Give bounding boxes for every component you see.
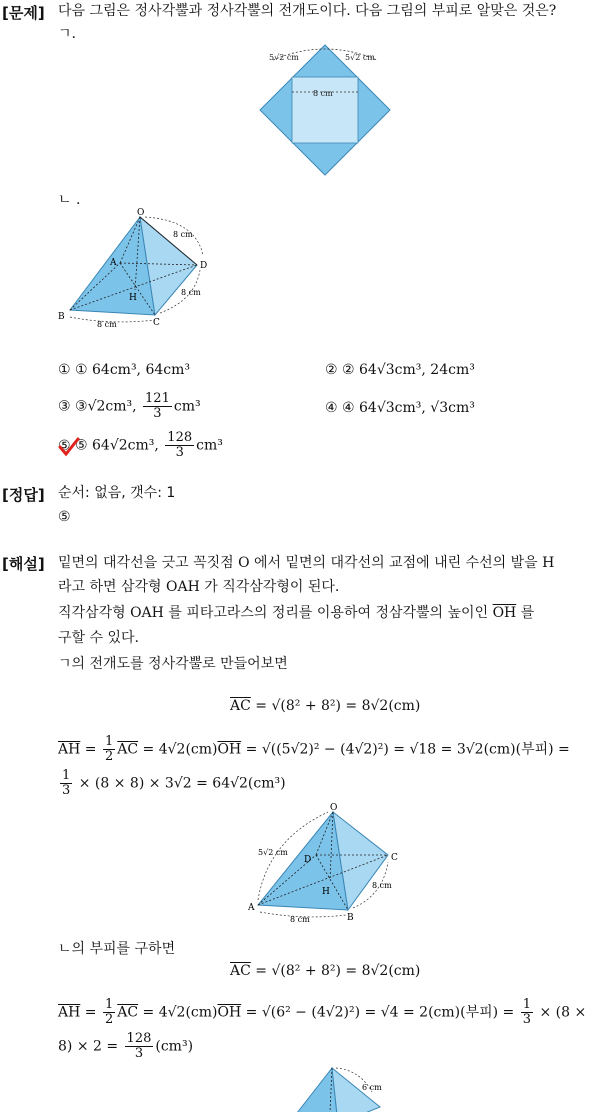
figure-net — [255, 40, 395, 180]
pyr3-label-a: A — [248, 903, 255, 913]
option-4-text: ④ 64√3cm³, √3cm³ — [342, 400, 475, 416]
eq-4: $\overline{AC} = √(8^2 + 8^2) = 8√2(cm)$ — [230, 963, 421, 979]
pyr3-dim-base: 8 cm — [290, 915, 310, 924]
pyr3-label-o: O — [330, 803, 338, 813]
figure-pyramid-2 — [55, 205, 225, 330]
pyr2-dim-side: 8 cm — [181, 288, 201, 297]
option-2-mark: ② — [325, 362, 338, 378]
pyr4-dim-edge: 6 cm — [362, 1083, 382, 1092]
pyr3-label-h: H — [322, 887, 330, 897]
pyr3-label-d: D — [304, 855, 312, 865]
option-1[interactable] — [58, 362, 190, 378]
answer-line-1: 순서: 없음, 갯수: 1 — [58, 485, 176, 501]
net-dim-bottom: 8 cm — [313, 89, 333, 98]
expl-p4: ㄴ의 부피를 구하면 — [58, 941, 176, 957]
option-5-text: ⑤ 64√2cm³, — [75, 437, 159, 454]
eq-3: $\frac{1}{3}$ × (8 × 8) × 3√2 = 64√2(cm³) — [62, 768, 286, 798]
option-3-unit: cm³ — [173, 398, 201, 415]
sub-label-2: ㄴ . — [58, 192, 81, 208]
option-5-frac: $\frac{128}{3}$ — [167, 430, 193, 460]
option-1-mark: ① — [58, 362, 71, 378]
expl-p3: ㄱ의 전개도를 정사각뿔로 만들어보면 — [58, 656, 288, 672]
pyr2-dim-edge: 8 cm — [173, 230, 193, 239]
eq-6: 8) × 2 = $\frac{128}{3}$ (cm³) — [58, 1031, 194, 1061]
pyr2-label-a: A — [110, 258, 117, 268]
expl-p1b: 라고 하면 삼각형 OAH 가 직각삼각형이 된다. — [58, 579, 340, 595]
check-icon — [58, 437, 80, 457]
question-label: [문제] — [2, 4, 45, 22]
expl-p1a: 밑면의 대각선을 긋고 꼭짓점 O 에서 밑면의 대각선의 교점에 내린 수선의 발을 H — [58, 555, 555, 571]
pyr2-label-o: O — [137, 208, 145, 218]
answer-line-2: ⑤ — [58, 509, 71, 525]
sub-label-1: ㄱ. — [58, 26, 76, 42]
expl-p2a: 직각삼각형 OAH 를 피타고라스의 정리를 이용하여 정삼각뿔의 높이인 $\overline{OH}$ 를 — [58, 605, 535, 621]
answer-label: [정답] — [2, 486, 45, 504]
pyr2-label-c: C — [153, 318, 160, 328]
option-3-text: ③√2cm³, — [75, 398, 137, 415]
option-5[interactable] — [58, 431, 223, 460]
net-dim-right: 5√2 cm — [345, 53, 375, 62]
option-3-mark: ③ — [58, 398, 71, 415]
option-2[interactable] — [325, 362, 475, 378]
pyr2-label-d: D — [200, 261, 208, 271]
question-text: 다음 그림은 정사각뿔과 정사각뿔의 전개도이다. 다음 그림의 부피로 알맞은 것은? — [58, 3, 557, 19]
option-2-text: ② 64√3cm³, 24cm³ — [342, 362, 475, 378]
figure-pyramid-3 — [248, 800, 408, 925]
option-3-frac: $\frac{121}{3}$ — [145, 391, 170, 421]
option-3[interactable] — [58, 392, 201, 421]
eq-2: $\overline{AH}$ = $\frac{1}{2}$ $\overline{AC} = 4√2(cm)\overline{OH} = √((5√2)^2 - (4√2)^2) = √18 = 3√2(cm)$(부피) = — [58, 734, 570, 764]
pyr3-label-b: B — [347, 913, 354, 923]
pyr3-dim-side: 5√2 cm — [258, 848, 288, 857]
option-1-text: ① 64cm³, 64cm³ — [75, 362, 191, 378]
option-4-mark: ④ — [325, 400, 338, 416]
pyr2-label-h: H — [129, 293, 137, 303]
net-dim-left: 5√2 cm — [269, 53, 299, 62]
option-5-mark: ⑤ — [58, 437, 71, 454]
option-4[interactable] — [325, 400, 475, 416]
eq-5: $\overline{AH}$ = $\frac{1}{2}$ $\overline{AC} = 4√2(cm)\overline{OH} = √(6^2 - (4√2)^2) = √4 = 2(cm)$(부피) = $\frac{1}{3}$ × (8 × — [58, 997, 587, 1027]
pyr2-dim-base: 8 cm — [97, 320, 117, 329]
pyr3-label-c: C — [391, 853, 398, 863]
explanation-label: [해설] — [2, 555, 45, 573]
pyr3-dim-edge: 8 cm — [372, 881, 392, 890]
eq-1: $\overline{AC} = √(8^2 + 8^2) = 8√2(cm)$ — [230, 698, 421, 714]
pyr2-label-b: B — [58, 312, 65, 322]
expl-p2b: 구할 수 있다. — [58, 630, 139, 646]
option-5-unit: cm³ — [196, 437, 223, 454]
figure-pyramid-4 — [290, 1062, 400, 1112]
